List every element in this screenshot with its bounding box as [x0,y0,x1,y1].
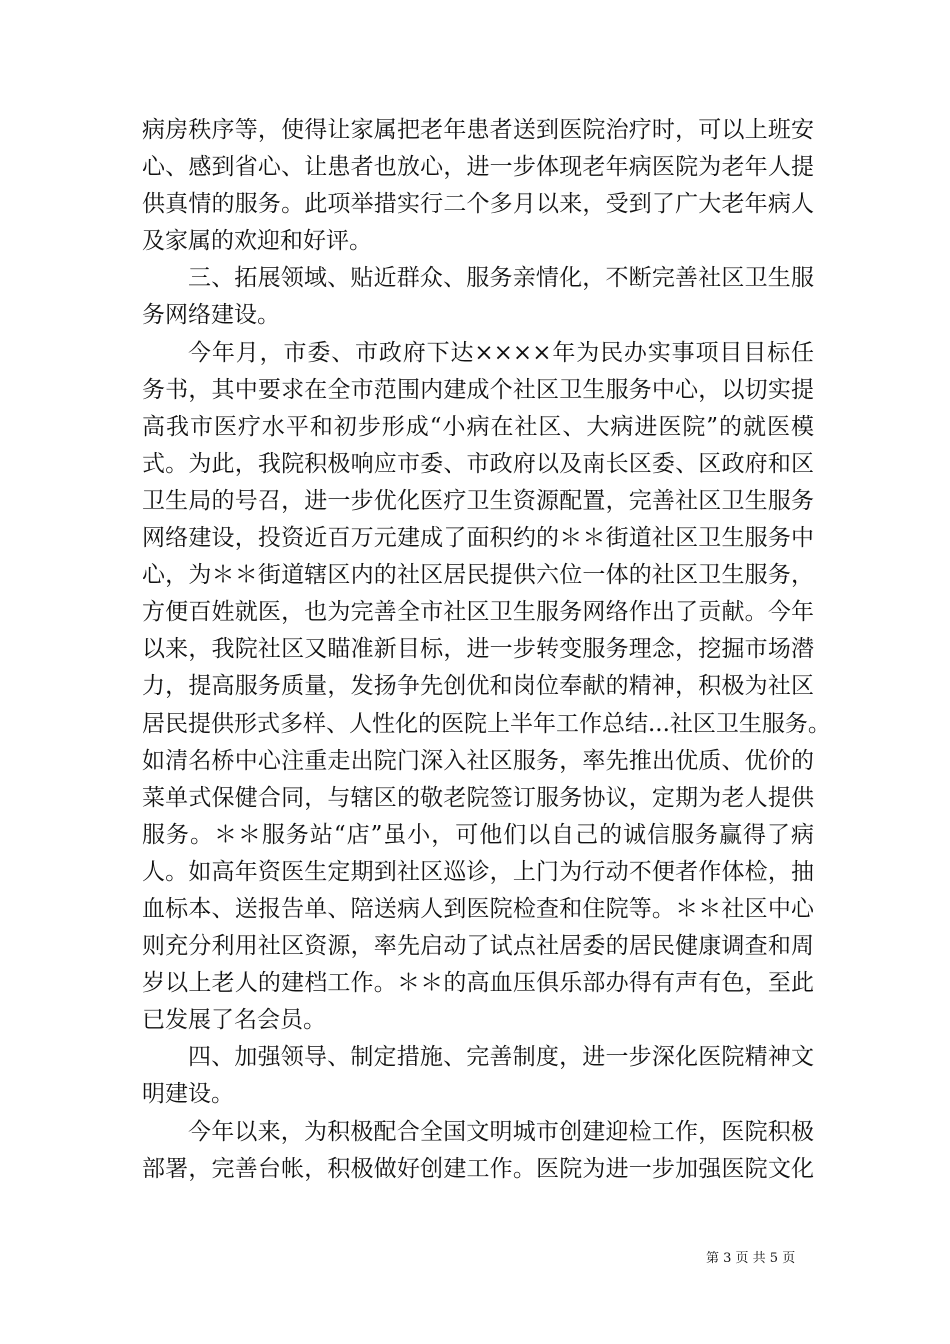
text-line: 居民提供形式多样、人性化的医院上半年工作总结...社区卫生服务。 [142,710,831,737]
text-line: 方便百姓就医，也为完善全市社区卫生服务网络作出了贡献。今年 [142,599,814,626]
text-line: 今年月，市委、市政府下达××××年为民办实事项目目标任 [188,339,814,366]
text-line: 心，为＊＊街道辖区内的社区居民提供六位一体的社区卫生服务， [142,562,814,589]
text-line: 今年以来，为积极配合全国文明城市创建迎检工作，医院积极 [188,1118,814,1145]
text-line: 卫生局的号召，进一步优化医疗卫生资源配置，完善社区卫生服务 [142,487,814,514]
text-line: 人。如高年资医生定期到社区巡诊，上门为行动不便者作体检，抽 [142,858,814,885]
text-line: 岁以上老人的建档工作。＊＊的高血压俱乐部办得有声有色，至此 [142,970,814,997]
text-line: 务网络建设。 [142,302,280,329]
text-line: 网络建设，投资近百万元建成了面积约的＊＊街道社区卫生服务中 [142,525,814,552]
text-line: 式。为此，我院积极响应市委、市政府以及南长区委、区政府和区 [142,450,814,477]
text-line: 及家属的欢迎和好评。 [142,228,372,255]
text-line: 高我市医疗水平和初步形成“小病在社区、大病进医院”的就医模 [142,413,814,440]
text-line: 已发展了名会员。 [142,1007,326,1034]
paragraph [142,335,831,1040]
text-line: 四、加强领导、制定措施、完善制度，进一步深化医院精神文 [188,1044,814,1071]
paragraph [142,112,814,260]
text-line: 病房秩序等，使得让家属把老年患者送到医院治疗时，可以上班安 [142,117,814,143]
text-line: 以来，我院社区又瞄准新目标，进一步转变服务理念，挖掘市场潜 [142,636,814,663]
section-heading [142,1039,814,1113]
page-number: 第 3 页 共 5 页 [706,1251,796,1266]
paragraph [142,1114,814,1188]
text-line: 力，提高服务质量，发扬争先创优和岗位奉献的精神，积极为社区 [142,673,814,700]
text-line: 则充分利用社区资源，率先启动了试点社居委的居民健康调查和周 [142,933,814,960]
text-line: 明建设。 [142,1081,234,1108]
text-line: 如清名桥中心注重走出院门深入社区服务，率先推出优质、优价的 [142,747,814,774]
text-line: 菜单式保健合同，与辖区的敬老院签订服务协议，定期为老人提供 [142,784,814,811]
text-line: 供真情的服务。此项举措实行二个多月以来，受到了广大老年病人 [142,191,814,218]
document-body [142,112,831,1188]
text-line: 血标本、送报告单、陪送病人到医院检查和住院等。＊＊社区中心 [142,895,814,922]
text-line: 服务。＊＊服务站“店”虽小，可他们以自己的诚信服务赢得了病 [142,821,814,848]
text-line: 心、感到省心、让患者也放心，进一步体现老年病医院为老年人提 [142,154,814,181]
section-heading [142,260,814,334]
text-line: 务书，其中要求在全市范围内建成个社区卫生服务中心，以切实提 [142,376,814,403]
text-line: 部署，完善台帐，积极做好创建工作。医院为进一步加强医院文化 [142,1155,814,1182]
text-line: 三、拓展领域、贴近群众、服务亲情化，不断完善社区卫生服 [188,265,814,292]
